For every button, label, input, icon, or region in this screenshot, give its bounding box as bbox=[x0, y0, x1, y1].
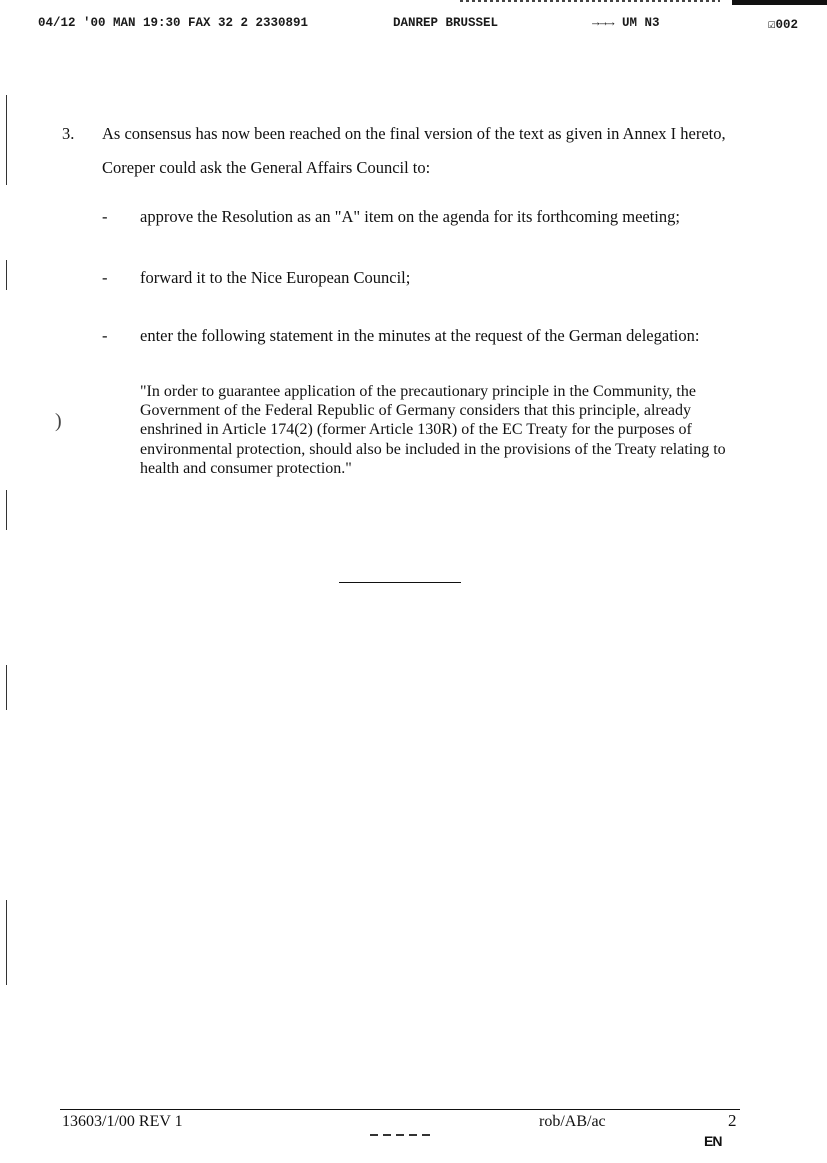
fax-sender: DANREP BRUSSEL bbox=[393, 16, 499, 30]
document-reference: 13603/1/00 REV 1 bbox=[62, 1113, 183, 1130]
margin-scan-mark bbox=[6, 260, 7, 290]
paragraph-number: 3. bbox=[62, 124, 75, 143]
bullet-marker: - bbox=[102, 268, 108, 287]
intro-paragraph: As consensus has now been reached on the final version of the text as given in Annex I hereto, Coreper could ask the General Affairs Council to: bbox=[102, 124, 726, 177]
german-delegation-statement: "In order to guarantee application of the precautionary principle in the Community, the Government of the Federal Republic of Germany considers that this principle, already enshrined in Article 174(2) (former Article 130R) of the EC Treaty for the purposes of environmental protection, should also be included in the provisions of the Treaty relating to health and consumer protection." bbox=[140, 383, 726, 477]
scan-artifact: ) bbox=[55, 410, 62, 432]
fax-datetime: 04/12 '00 MAN 19:30 FAX 32 2 2330891 bbox=[38, 16, 309, 30]
bullet-forward-council: forward it to the Nice European Council; bbox=[140, 268, 411, 287]
fax-top-noise bbox=[460, 0, 720, 2]
bullet-approve-resolution: approve the Resolution as an "A" item on the agenda for its forthcoming meeting; bbox=[140, 207, 680, 226]
section-separator bbox=[339, 582, 461, 583]
fax-header bbox=[0, 14, 827, 38]
fax-top-bar bbox=[732, 0, 827, 5]
margin-scan-mark bbox=[6, 95, 7, 185]
fax-page-counter: ☑002 bbox=[768, 18, 799, 32]
footer-dashes bbox=[370, 1134, 430, 1136]
bullet-enter-statement: enter the following statement in the minutes at the request of the German delegation: bbox=[140, 326, 700, 345]
margin-scan-mark bbox=[6, 665, 7, 710]
language-code: EN bbox=[704, 1133, 722, 1149]
author-initials: rob/AB/ac bbox=[539, 1113, 606, 1130]
margin-scan-mark bbox=[6, 900, 7, 985]
fax-route: →→→ UM N3 bbox=[592, 16, 660, 30]
margin-scan-mark bbox=[6, 490, 7, 530]
bullet-marker: - bbox=[102, 326, 108, 345]
footer-rule bbox=[60, 1109, 740, 1110]
page-number: 2 bbox=[728, 1111, 737, 1130]
bullet-marker: - bbox=[102, 207, 108, 226]
